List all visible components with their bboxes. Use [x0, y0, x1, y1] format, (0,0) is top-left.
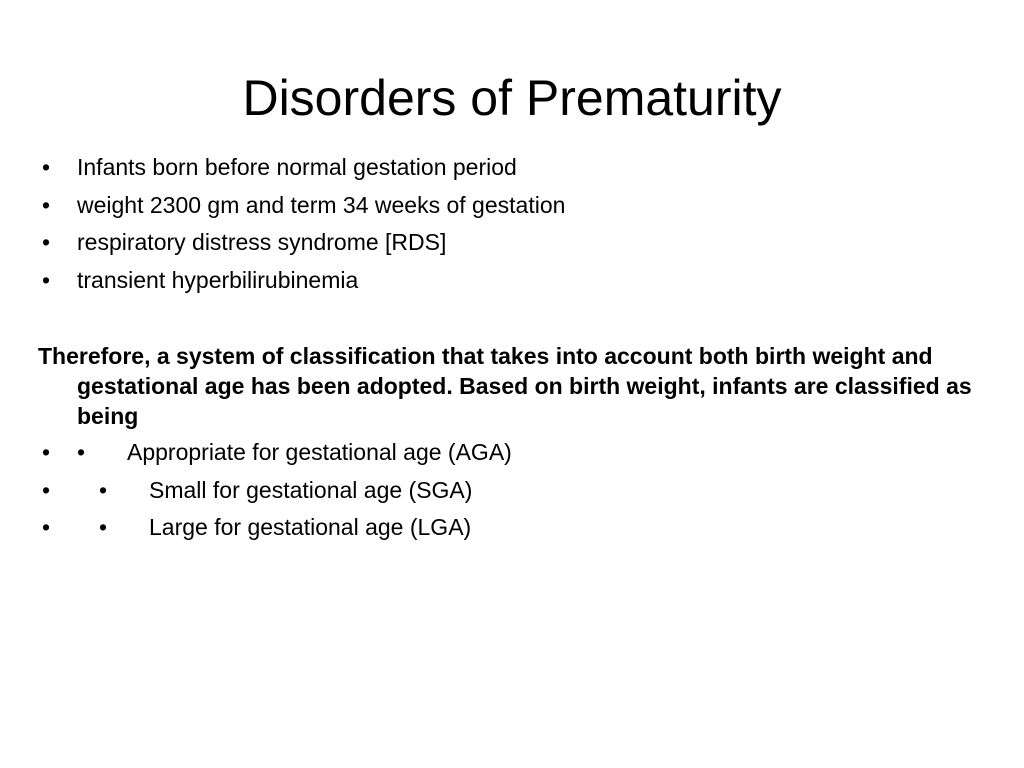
bullet-icon: •: [42, 476, 51, 503]
slide-title: Disorders of Prematurity: [242, 70, 782, 126]
list-item: [38, 149, 988, 187]
classification-aga: Appropriate for gestational age (AGA): [127, 439, 512, 465]
sub-bullet-content: [77, 434, 512, 472]
bullet-icon: •: [42, 154, 51, 180]
classification-sga: Small for gestational age (SGA): [149, 476, 473, 503]
bullet-list: [38, 149, 988, 299]
bullet-text: Infants born before normal gestation period: [77, 154, 517, 180]
list-item: [38, 224, 988, 262]
list-item: [38, 262, 988, 300]
sub-bullet-content: [77, 472, 472, 510]
bullet-text: weight 2300 gm and term 34 weeks of gestation: [77, 191, 566, 218]
list-item: [38, 509, 988, 547]
bullet-icon: •: [42, 514, 51, 540]
bullet-icon: •: [42, 191, 51, 218]
bullet-text: respiratory distress syndrome [RDS]: [77, 229, 447, 255]
bullet-icon: •: [42, 229, 51, 255]
list-item: [38, 434, 988, 472]
bullet-icon: •: [42, 439, 51, 465]
bullet-text: transient hyperbilirubinemia: [77, 266, 359, 293]
classification-paragraph: Therefore, a system of classification that takes into account both birth weight and gestational age has been adopted. Based on birth weight, infants are classified as being: [38, 343, 972, 429]
classification-list: [38, 434, 988, 547]
inner-bullet-icon: •: [99, 514, 108, 540]
inner-bullet-icon: •: [77, 439, 86, 465]
list-item: [38, 472, 988, 510]
inner-bullet-icon: •: [99, 476, 108, 503]
classification-lga: Large for gestational age (LGA): [149, 514, 472, 540]
bullet-icon: •: [42, 266, 51, 293]
list-item: [38, 187, 988, 225]
sub-bullet-content: [77, 509, 471, 547]
